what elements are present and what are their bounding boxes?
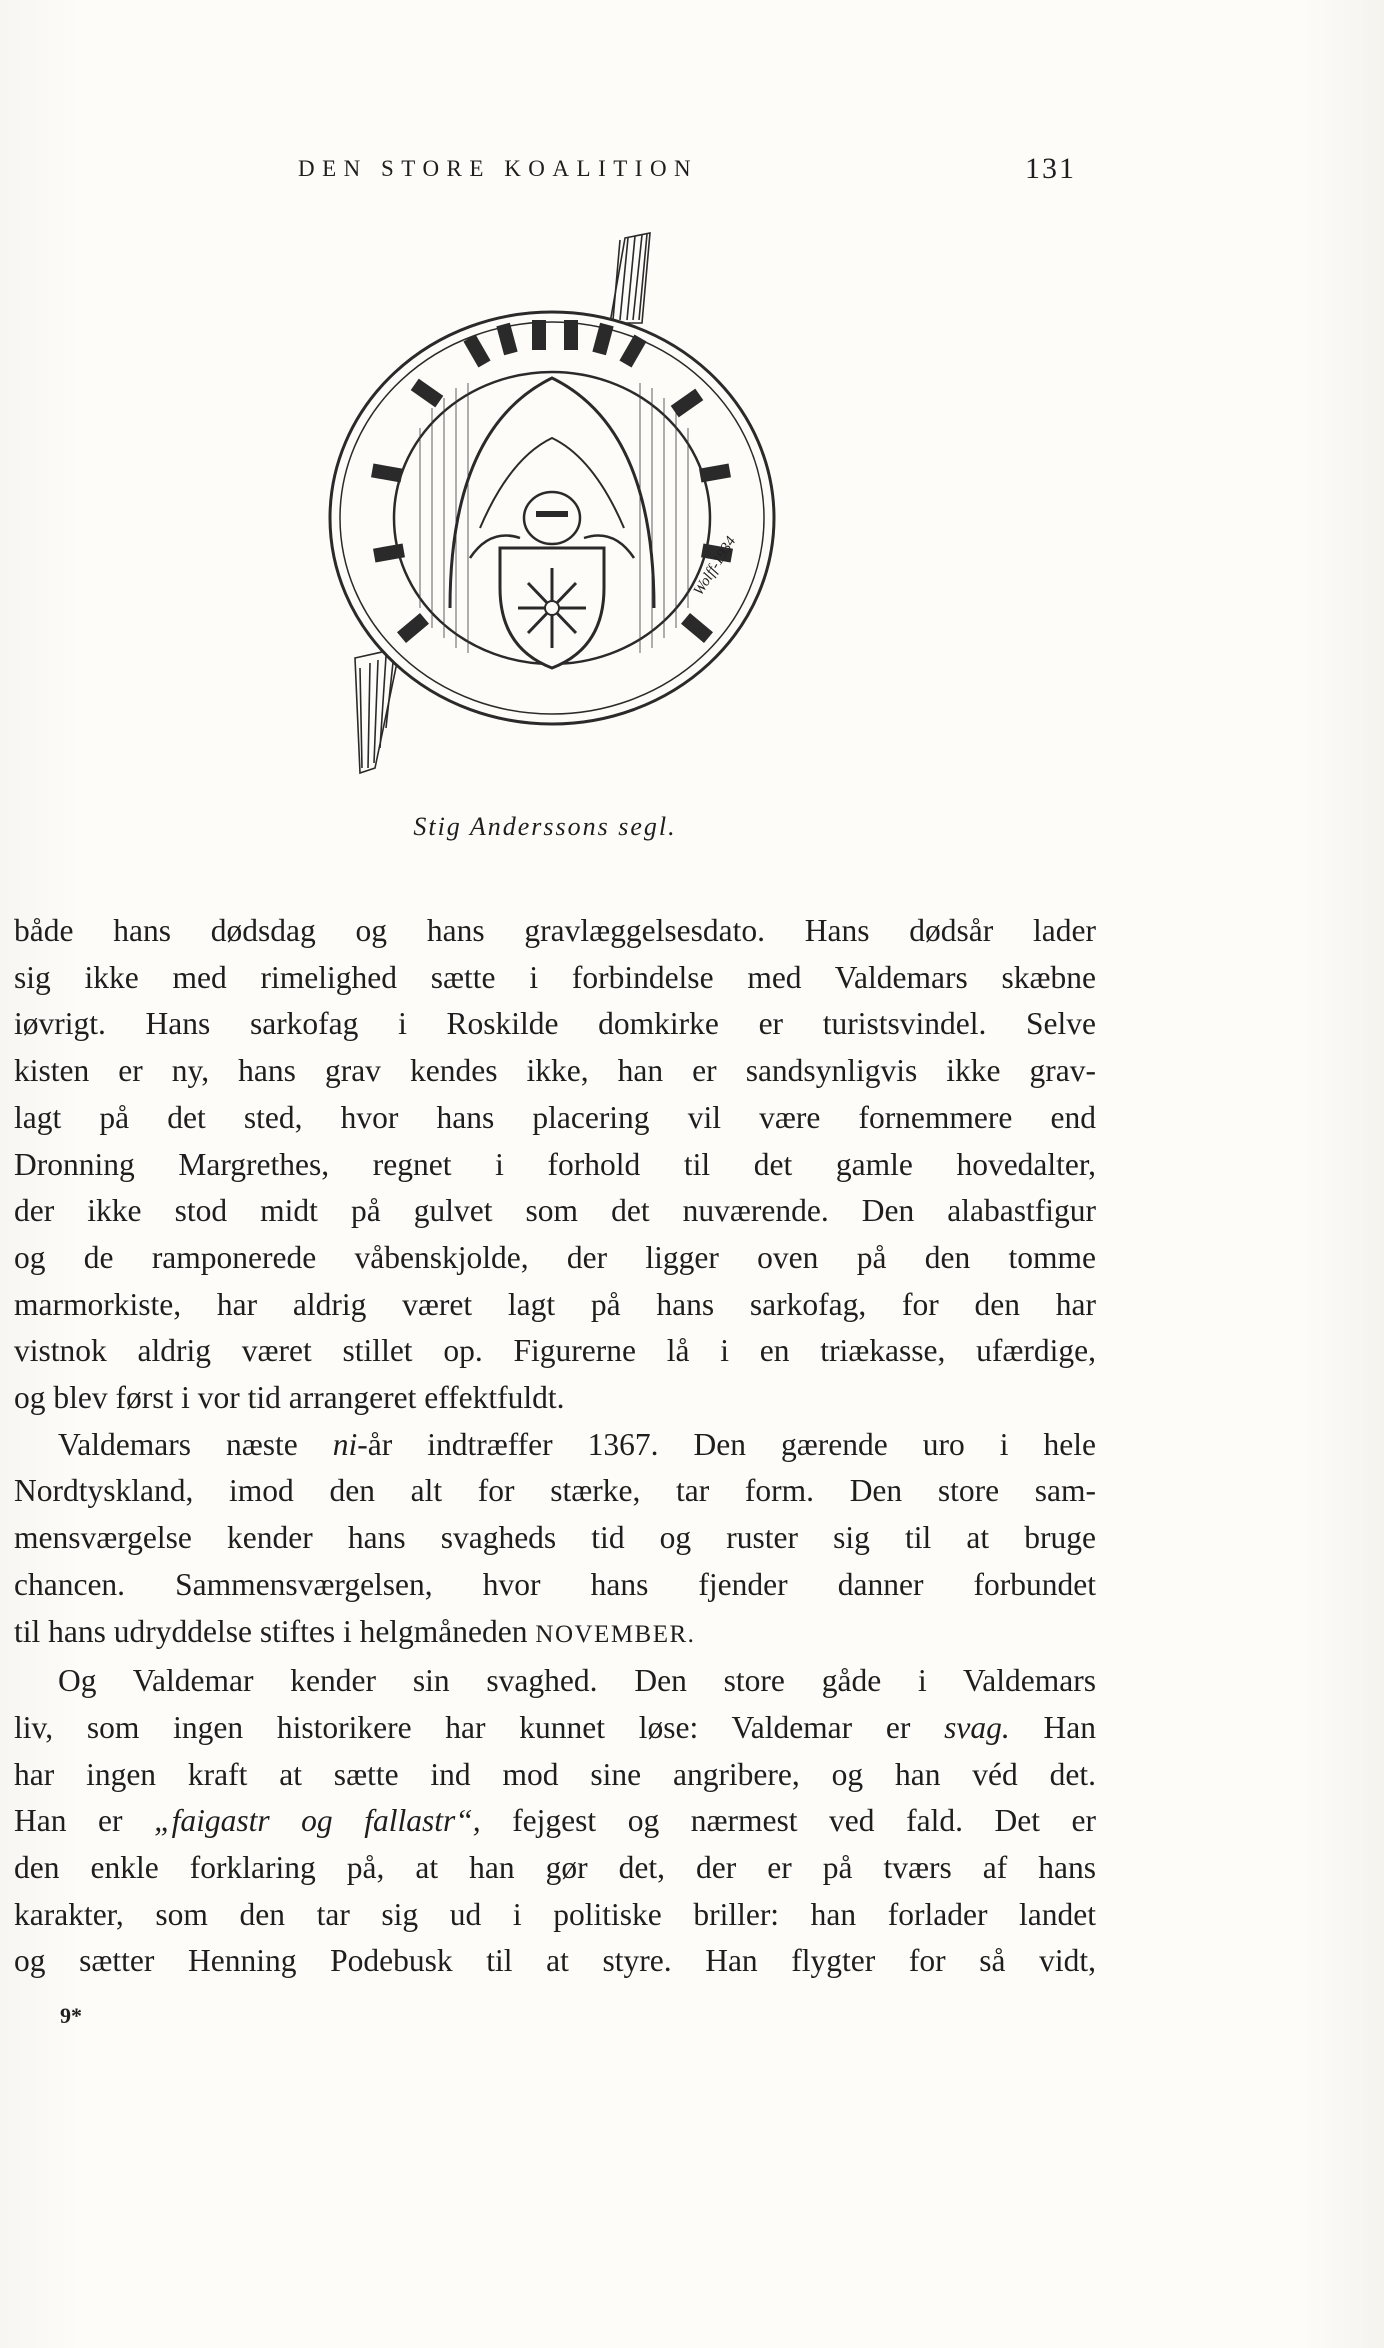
text-run: liv, som ingen historikere har kunnet løse: Valdemar er (14, 1709, 945, 1745)
text-line: og blev først i vor tid arrangeret effektfuldt. (14, 1380, 565, 1416)
text-line: vistnok aldrig været stillet op. Figurerne lå i en triækasse, ufærdige, (14, 1333, 1096, 1369)
printer-signature-mark: 9* (60, 2003, 82, 2028)
text-run: -år indtræffer 1367. Den gærende uro i hele (357, 1426, 1096, 1462)
text-line: den enkle forklaring på, at han gør det, der er på tværs af hans (14, 1850, 1096, 1886)
seal-illustration (320, 228, 790, 783)
page-number: 131 (1025, 152, 1076, 185)
text-line (14, 1705, 1096, 1752)
italic-run: ni (332, 1426, 358, 1462)
small-caps-run: NOVEMBER. (535, 1620, 696, 1648)
text-line: chancen. Sammensværgelsen, hvor hans fjender danner forbundet (14, 1566, 1096, 1602)
text-run: Han er (14, 1803, 155, 1839)
italic-run: svag. (944, 1709, 1010, 1745)
text-line: har ingen kraft at sætte ind mod sine angribere, og han véd det. (14, 1756, 1096, 1792)
text-line: både hans dødsdag og hans gravlæggelsesdato. Hans dødsår lader (14, 913, 1096, 948)
text-run: Han (1009, 1709, 1097, 1745)
text-line: Dronning Margrethes, regnet i forhold til det gamle hovedalter, (14, 1146, 1096, 1182)
text-line: kisten er ny, hans grav kendes ikke, han er sandsynligvis ikke grav- (14, 1053, 1096, 1089)
body-text (14, 908, 1096, 1985)
figure-caption: Stig Anderssons segl. (413, 812, 677, 841)
running-title: DEN STORE KOALITION (298, 156, 699, 181)
text-line: og de ramponerede våbenskjolde, der ligger oven på den tomme (14, 1239, 1096, 1275)
text-line (14, 1609, 1096, 1659)
italic-run: „faigastr og fallastr“, (154, 1803, 481, 1839)
text-line: sig ikke med rimelighed sætte i forbindelse med Valdemars skæbne (14, 959, 1096, 995)
text-run: til hans udryddelse stiftes i helgmåneden (14, 1613, 536, 1649)
text-line: lagt på det sted, hvor hans placering vil være fornemmere end (14, 1099, 1096, 1135)
text-run: Valdemars næste (58, 1426, 333, 1462)
text-line: Og Valdemar kender sin svaghed. Den store gåde i Valdemars (58, 1663, 1096, 1699)
text-line: Nordtyskland, imod den alt for stærke, tar form. Den store sam- (14, 1473, 1096, 1509)
text-line (14, 1422, 1096, 1469)
paragraph-3 (14, 1658, 1096, 1985)
text-line: marmorkiste, har aldrig været lagt på hans sarkofag, for den har (14, 1286, 1096, 1322)
paragraph-1 (14, 908, 1096, 1422)
artist-signature: Wolff-1934 (690, 533, 740, 599)
text-line (14, 1798, 1096, 1845)
paragraph-2 (14, 1422, 1096, 1659)
text-line: der ikke stod midt på gulvet som det nuværende. Den alabastfigur (14, 1193, 1096, 1229)
text-line: mensværgelse kender hans svagheds tid og ruster sig til at bruge (14, 1520, 1096, 1556)
running-header (298, 152, 1088, 196)
text-line: iøvrigt. Hans sarkofag i Roskilde domkirke er turistsvindel. Selve (14, 1006, 1096, 1042)
text-run: fejgest og nærmest ved fald. Det er (480, 1803, 1096, 1839)
text-line: karakter, som den tar sig ud i politiske briller: han forlader landet (14, 1896, 1096, 1932)
text-line: og sætter Henning Podebusk til at styre. Han flygter for så vidt, (14, 1943, 1096, 1979)
